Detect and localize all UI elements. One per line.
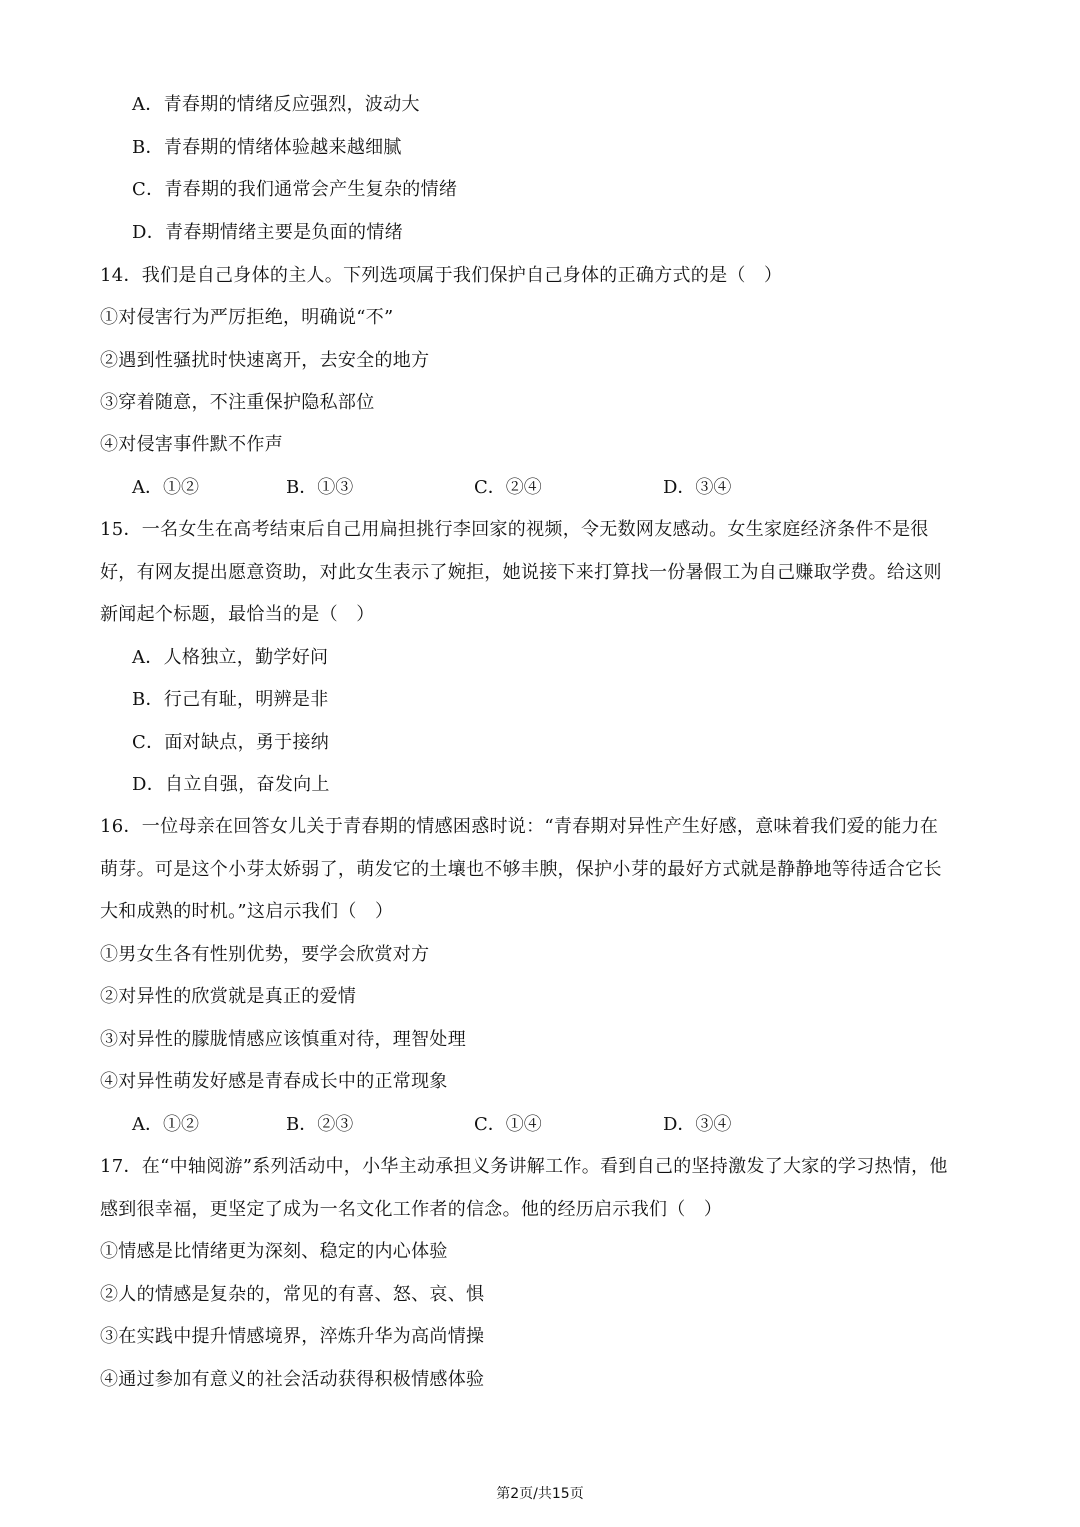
q13-option-a: A．青春期的情绪反应强烈，波动大 xyxy=(132,94,420,115)
q15-option-c: C．面对缺点，勇于接纳 xyxy=(132,732,330,753)
q17-stem-line-1: 17．在“中轴阅游”系列活动中，小华主动承担义务讲解工作。看到自己的坚持激发了大家的学习热情，他 xyxy=(100,1156,948,1177)
q16-choice-a: A．①② xyxy=(132,1114,199,1135)
q16-choice-c: C．①④ xyxy=(474,1114,542,1135)
q16-stem-line-3: 大和成熟的时机。”这启示我们（ ） xyxy=(100,901,394,922)
q15-option-a: A．人格独立，勤学好问 xyxy=(132,647,329,668)
q15-stem-line-2: 好，有网友提出愿意资助，对此女生表示了婉拒，她说接下来打算找一份暑假工为自己赚取学费。给这则 xyxy=(100,562,942,583)
q13-option-c: C．青春期的我们通常会产生复杂的情绪 xyxy=(132,179,458,200)
q17-item-1: ①情感是比情绪更为深刻、稳定的内心体验 xyxy=(100,1241,448,1262)
q14-choice-b: B．①③ xyxy=(286,477,354,498)
q16-choice-b: B．②③ xyxy=(286,1114,354,1135)
q14-choice-c: C．②④ xyxy=(474,477,542,498)
q14-choices xyxy=(0,476,1080,500)
q16-choices xyxy=(0,1113,1080,1137)
q14-choice-d: D．③④ xyxy=(663,477,732,498)
q16-choice-d: D．③④ xyxy=(663,1114,732,1135)
q14-item-2: ②遇到性骚扰时快速离开，去安全的地方 xyxy=(100,350,430,371)
q15-stem-line-1: 15．一名女生在高考结束后自己用扁担挑行李回家的视频，令无数网友感动。女生家庭经济条件不是很 xyxy=(100,519,929,540)
q17-item-3: ③在实践中提升情感境界，淬炼升华为高尚情操 xyxy=(100,1326,485,1347)
q14-stem: 14．我们是自己身体的主人。下列选项属于我们保护自己身体的正确方式的是（ ） xyxy=(100,265,783,286)
q15-stem-line-3: 新闻起个标题，最恰当的是（ ） xyxy=(100,604,375,625)
q13-option-d: D．青春期情绪主要是负面的情绪 xyxy=(132,222,403,243)
q16-stem-line-2: 萌芽。可是这个小芽太娇弱了，萌发它的土壤也不够丰腴，保护小芽的最好方式就是静静地等待适合它长 xyxy=(100,859,942,880)
q14-item-1: ①对侵害行为严厉拒绝，明确说“不” xyxy=(100,307,394,328)
q14-item-3: ③穿着随意，不注重保护隐私部位 xyxy=(100,392,375,413)
q15-option-b: B．行己有耻，明辨是非 xyxy=(132,689,329,710)
q14-item-4: ④对侵害事件默不作声 xyxy=(100,434,283,455)
q16-item-1: ①男女生各有性别优势，要学会欣赏对方 xyxy=(100,944,430,965)
q13-option-b: B．青春期的情绪体验越来越细腻 xyxy=(132,137,402,158)
page-number: 第2页/共15页 xyxy=(496,1486,584,1502)
q16-item-4: ④对异性萌发好感是青春成长中的正常现象 xyxy=(100,1071,448,1092)
q16-item-3: ③对异性的朦胧情感应该慎重对待，理智处理 xyxy=(100,1029,466,1050)
q16-item-2: ②对异性的欣赏就是真正的爱情 xyxy=(100,986,357,1007)
q14-choice-a: A．①② xyxy=(132,477,199,498)
q17-item-4: ④通过参加有意义的社会活动获得积极情感体验 xyxy=(100,1369,485,1390)
q16-stem-line-1: 16．一位母亲在回答女儿关于青春期的情感困惑时说：“青春期对异性产生好感，意味着我们爱的能力在 xyxy=(100,816,939,837)
q17-item-2: ②人的情感是复杂的，常见的有喜、怒、哀、惧 xyxy=(100,1284,485,1305)
q15-option-d: D．自立自强，奋发向上 xyxy=(132,774,330,795)
q17-stem-line-2: 感到很幸福，更坚定了成为一名文化工作者的信念。他的经历启示我们（ ） xyxy=(100,1199,723,1220)
